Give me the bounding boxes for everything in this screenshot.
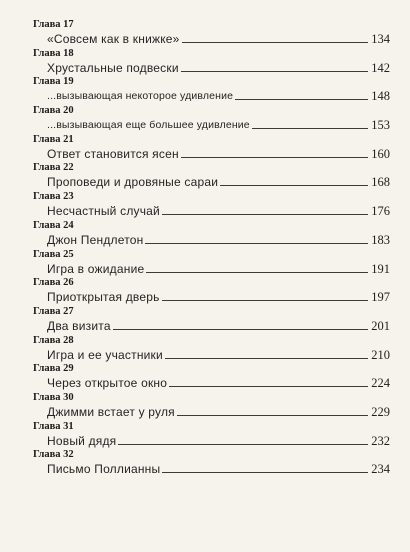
toc-row (47, 433, 390, 448)
leader-line (235, 98, 368, 100)
toc-entry (33, 162, 390, 191)
toc-entry (33, 220, 390, 249)
leader-line (177, 414, 368, 416)
toc-row (47, 203, 390, 218)
chapter-number: Глава 22 (33, 162, 74, 174)
chapter-number: Глава 25 (33, 248, 74, 260)
toc-row (47, 232, 390, 247)
chapter-title: Джон Пендлетон (47, 232, 144, 247)
chapter-number: Глава 27 (33, 305, 74, 317)
page-number: 134 (371, 32, 390, 46)
page-number: 183 (371, 232, 390, 247)
chapter-title: Джимми встает у руля (47, 404, 175, 419)
chapter-title: ...вызывающая некоторое удивление (47, 90, 234, 103)
toc-row (47, 318, 390, 333)
toc-row (47, 174, 390, 189)
page-number: 176 (371, 204, 390, 219)
chapter-title: Приоткрытая дверь (47, 290, 160, 305)
leader-line (162, 213, 368, 215)
leader-line (165, 357, 368, 359)
page-number: 234 (371, 462, 390, 477)
page-number: 148 (371, 89, 390, 104)
leader-line (181, 70, 369, 72)
chapter-number: Глава 32 (33, 449, 74, 461)
chapter-title: Хрустальные подвески (47, 60, 179, 75)
toc-entry (33, 335, 390, 364)
leader-line (181, 156, 368, 158)
toc-entry (33, 249, 390, 278)
leader-line (145, 242, 368, 244)
chapter-title: ...вызывающая еще большее удивление (47, 119, 250, 132)
chapter-number: Глава 18 (33, 47, 74, 59)
chapter-title: Через открытое окно (47, 376, 168, 391)
toc-row (47, 88, 390, 103)
toc-row (47, 31, 390, 46)
chapter-number: Глава 29 (33, 363, 74, 375)
leader-line (169, 385, 368, 387)
toc-row (47, 117, 390, 132)
chapter-title: «Совсем как в книжке» (47, 32, 180, 46)
chapter-number: Глава 23 (33, 191, 74, 203)
toc-entry (33, 105, 390, 134)
chapter-number: Глава 26 (33, 277, 74, 289)
chapter-title: Проповеди и дровяные сараи (47, 175, 219, 190)
toc-entry (33, 76, 390, 105)
chapter-number: Глава 17 (33, 19, 74, 30)
toc-row (47, 347, 390, 362)
page-number: 232 (371, 433, 390, 448)
page-number: 197 (371, 290, 390, 305)
toc-entry (33, 449, 390, 478)
toc-entry (33, 363, 390, 392)
leader-line (220, 184, 368, 186)
leader-line (146, 271, 368, 273)
chapter-number: Глава 28 (33, 334, 74, 346)
toc-entry (33, 306, 390, 335)
toc-entry (33, 392, 390, 421)
chapter-title: Игра в ожидание (47, 261, 145, 276)
page-number: 153 (371, 118, 390, 133)
leader-line (182, 41, 369, 43)
page-number: 191 (371, 261, 390, 276)
toc-row (47, 60, 390, 75)
toc-row (47, 461, 390, 476)
chapter-title: Письмо Поллианны (47, 462, 161, 477)
toc-entry (33, 134, 390, 163)
chapter-number: Глава 24 (33, 219, 74, 231)
page-number: 224 (371, 376, 390, 391)
chapter-title: Новый дядя (47, 433, 117, 448)
leader-line (162, 299, 369, 301)
page-number: 210 (371, 347, 390, 362)
leader-line (113, 328, 369, 330)
chapter-title: Два визита (47, 318, 111, 333)
leader-line (252, 127, 368, 129)
chapter-number: Глава 30 (33, 391, 74, 403)
toc-entry (33, 19, 390, 48)
chapter-title: Ответ становится ясен (47, 146, 179, 161)
toc-row (47, 289, 390, 304)
leader-line (162, 471, 368, 473)
page-number: 142 (371, 60, 390, 75)
toc-entry (33, 48, 390, 77)
toc-row (47, 404, 390, 419)
chapter-title: Несчастный случай (47, 204, 160, 219)
toc-row (47, 375, 390, 390)
page-number: 201 (371, 318, 390, 333)
chapter-number: Глава 19 (33, 76, 74, 88)
chapter-number: Глава 20 (33, 105, 74, 117)
page-number: 168 (371, 175, 390, 190)
chapter-number: Глава 21 (33, 133, 74, 145)
toc-entry (33, 277, 390, 306)
page-number: 160 (371, 146, 390, 161)
toc-row (47, 146, 390, 161)
leader-line (118, 443, 368, 445)
toc-entry (33, 191, 390, 220)
chapter-title: Игра и ее участники (47, 347, 163, 362)
page-number: 229 (371, 404, 390, 419)
chapter-number: Глава 31 (33, 420, 74, 432)
toc-row (47, 261, 390, 276)
toc-entry (33, 421, 390, 450)
